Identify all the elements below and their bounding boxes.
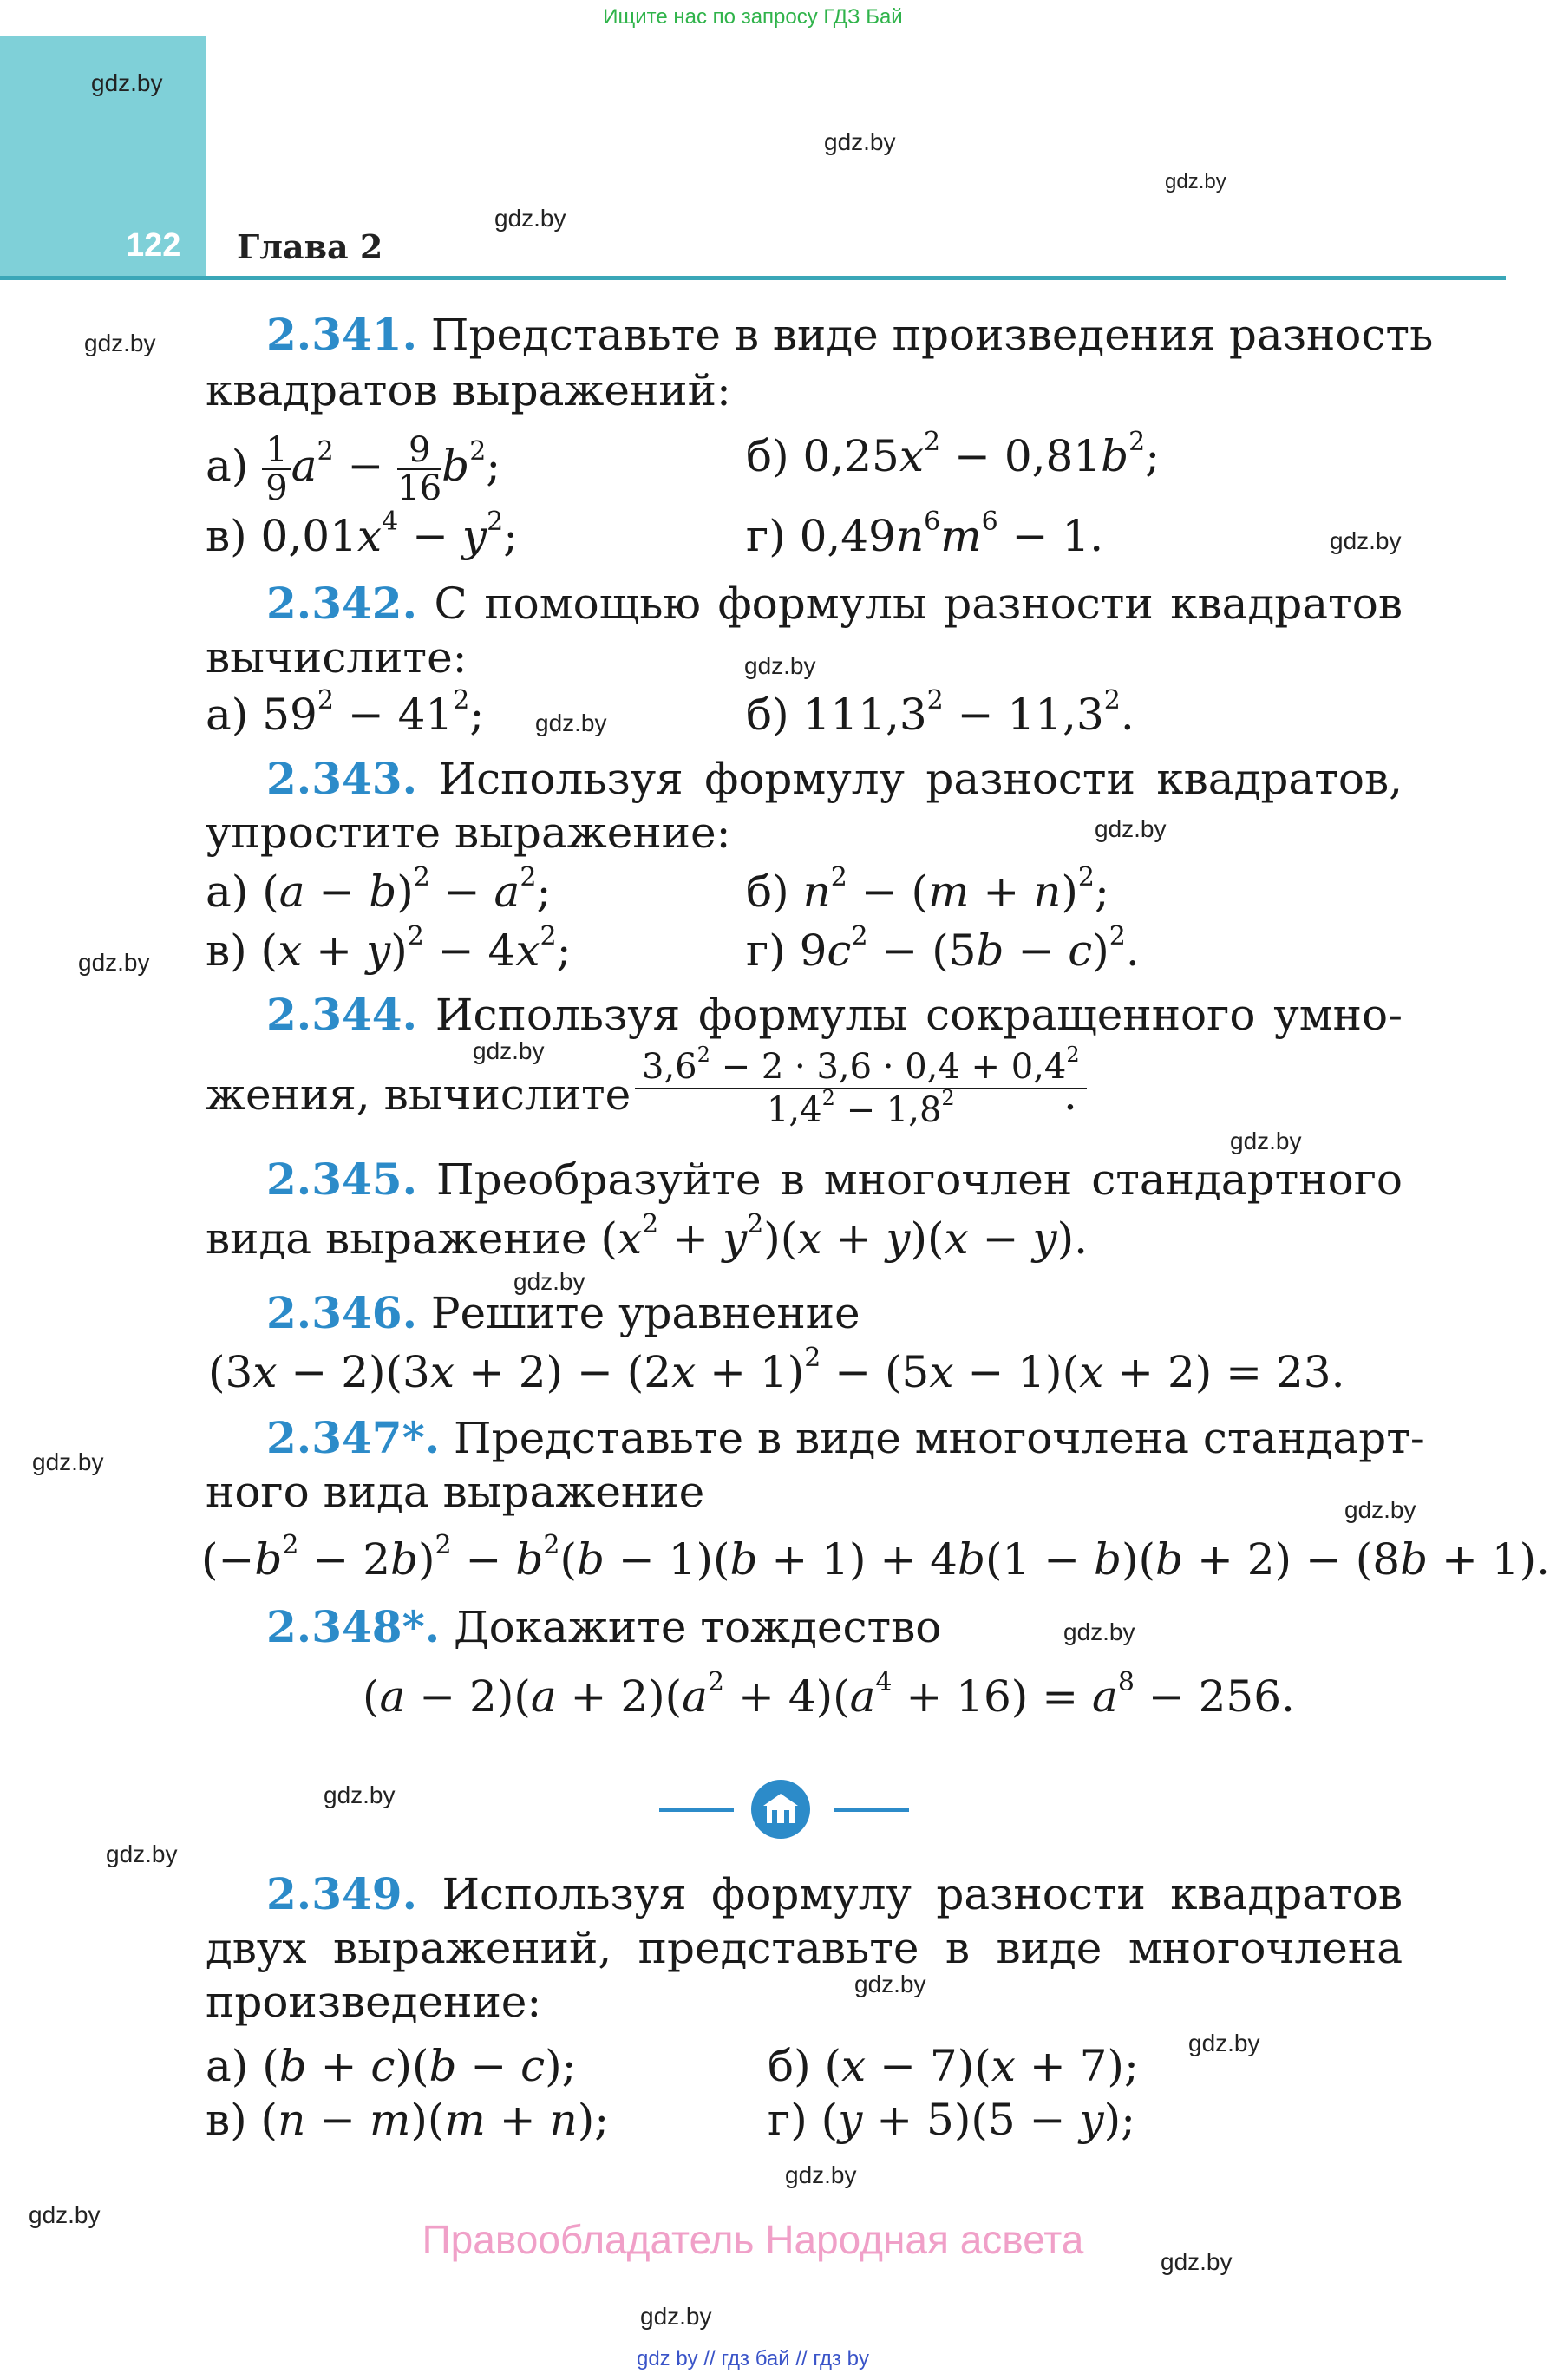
problem-number: 2.348*. <box>266 1601 441 1652</box>
expression-b: б) $0,25x^2 - 0,81b^2$; <box>746 427 1161 481</box>
watermark: gdz.by <box>1063 1618 1135 1645</box>
watermark: gdz.by <box>1230 1128 1302 1154</box>
watermark: gdz.by <box>91 69 163 96</box>
problem-text: Используя формулу разности квадратов <box>441 1869 1403 1919</box>
divider-line-right <box>834 1808 909 1812</box>
problem-number: 2.349. <box>266 1868 417 1919</box>
watermark: gdz.by <box>29 2201 101 2228</box>
watermark: gdz.by <box>640 2303 712 2330</box>
expression-v: в) $0,01x^4 - y^2$; <box>206 507 519 561</box>
fraction-expression: $3,6^2 - 2 \cdot 3,6 \cdot 0,4 + 0,4^2$ $1,4^2 - 1,8^2$ <box>635 1046 1087 1131</box>
problem-text: Преобразуйте в многочлен стандартного <box>436 1154 1403 1205</box>
identity: $(a - 2)(a + 2)(a^2 + 4)(a^4 + 16) = a^8 - 256$. <box>363 1667 1295 1722</box>
problem-number: 2.343. <box>266 753 417 804</box>
expression-g: г) $0,49n^6m^6 - 1$. <box>746 507 1104 561</box>
watermark: gdz.by <box>1165 170 1226 193</box>
watermark: gdz.by <box>535 709 607 736</box>
expression: $(-b^2 - 2b)^2 - b^2(b - 1)(b + 1) + 4b(1 - b)(b + 2) - (8b + 1)$. <box>201 1530 1550 1585</box>
expression-a: а) $(a - b)^2 - a^2$; <box>206 862 552 917</box>
problem-text: вычислите: <box>206 632 468 683</box>
problem-text: произведение: <box>206 1977 542 2027</box>
watermark: gdz.by <box>854 1971 926 1998</box>
expression-b: б) $111,3^2 - 11,3^2$. <box>746 685 1135 740</box>
expression-b: б) (x − 7)(x + 7); <box>768 2041 1139 2091</box>
problem-text: Решите уравнение <box>430 1288 860 1338</box>
watermark: gdz.by <box>513 1268 585 1295</box>
problem-2-345-line2: вида выражение $(x^2 + y^2)(x + y)(x - y)$. <box>206 1209 1089 1264</box>
problem-text: двух выражений, представьте в виде многочлена <box>206 1923 1403 1973</box>
problem-2-348-line1 <box>266 1603 941 1651</box>
problem-text: Представьте в виде многочлена стандарт- <box>454 1413 1425 1463</box>
problem-text: вида выражение <box>206 1213 587 1264</box>
watermark: gdz.by <box>1344 1496 1416 1523</box>
period: . <box>1063 1069 1077 1120</box>
watermark: gdz.by <box>785 2161 857 2188</box>
watermark: gdz.by <box>824 128 896 155</box>
problem-2-349-line1 <box>206 1870 1403 1919</box>
problem-number: 2.344. <box>266 989 417 1040</box>
expression-a: а) $\frac{1}{9}$ $a^2$ − $\frac{9}{16}$ $b^2$; <box>206 430 501 508</box>
problem-text: Используя формулу разности квадратов, <box>438 754 1403 804</box>
problem-number: 2.341. <box>266 309 417 360</box>
home-icon <box>751 1780 810 1839</box>
equation: $(3x - 2)(3x + 2) - (2x + 1)^2 - (5x - 1)(x + 2) = 23$. <box>208 1343 1345 1397</box>
problem-2-346-line1 <box>266 1289 860 1337</box>
watermark: gdz.by <box>32 1448 104 1475</box>
watermark: gdz.by <box>1330 527 1402 554</box>
problem-number: 2.342. <box>266 578 417 629</box>
watermark: gdz.by <box>78 949 150 976</box>
copyright-notice: Правообладатель Народная асвета <box>422 2217 1084 2262</box>
problem-text: жения, вычислите <box>206 1069 631 1120</box>
problem-2-347-line1 <box>206 1412 1425 1463</box>
problem-text: С помощью формулы разности квадратов <box>434 579 1403 629</box>
footer-links[interactable]: gdz by // гдз бай // гдз by <box>636 2347 870 2370</box>
problem-2-344-line1 <box>206 991 1403 1039</box>
watermark: gdz.by <box>84 330 156 356</box>
problem-text: Докажите тождество <box>454 1602 942 1652</box>
expression-b: б) $n^2 - (m + n)^2$; <box>746 862 1109 917</box>
divider-line-left <box>659 1808 734 1812</box>
watermark: gdz.by <box>1161 2248 1233 2275</box>
expression-v: в) $(x + y)^2 - 4x^2$; <box>206 921 572 976</box>
expression-g: г) (y + 5)(5 − y); <box>768 2095 1135 2145</box>
problem-text: упростите выражение: <box>206 808 731 858</box>
watermark: gdz.by <box>494 205 566 232</box>
problem-2-341-line1 <box>206 309 1434 360</box>
problem-2-342-line1 <box>206 579 1403 628</box>
problem-number: 2.346. <box>266 1287 417 1338</box>
problem-2-343-line1 <box>206 755 1403 803</box>
watermark: gdz.by <box>473 1037 545 1064</box>
problem-text: ного вида выражение <box>206 1467 705 1517</box>
problem-number: 2.347*. <box>266 1412 441 1463</box>
problem-number: 2.345. <box>266 1154 417 1205</box>
expression-a: а) $59^2 - 41^2$; <box>206 685 485 740</box>
problem-2-345-line1 <box>206 1155 1403 1204</box>
header-rule <box>0 276 1506 280</box>
problem-text: Используя формулы сокращенного умно- <box>435 990 1403 1040</box>
watermark: gdz.by <box>106 1841 178 1867</box>
watermark: gdz.by <box>1188 2030 1260 2056</box>
watermark: gdz.by <box>324 1782 396 1808</box>
page-number: 122 <box>126 227 181 264</box>
watermark: gdz.by <box>744 652 816 679</box>
problem-text: квадратов выражений: <box>206 365 731 415</box>
watermark: gdz.by <box>1095 815 1167 842</box>
chapter-title: Глава 2 <box>237 227 383 266</box>
problem-text: Представьте в виде произведения разность <box>430 310 1434 360</box>
expression-a: а) (b + c)(b − c); <box>206 2041 577 2091</box>
top-banner: Ищите нас по запросу ГДЗ Бай <box>603 5 903 29</box>
expression-g: г) $9c^2 - (5b - c)^2$. <box>746 921 1140 976</box>
expression-v: в) (n − m)(m + n); <box>206 2095 610 2145</box>
